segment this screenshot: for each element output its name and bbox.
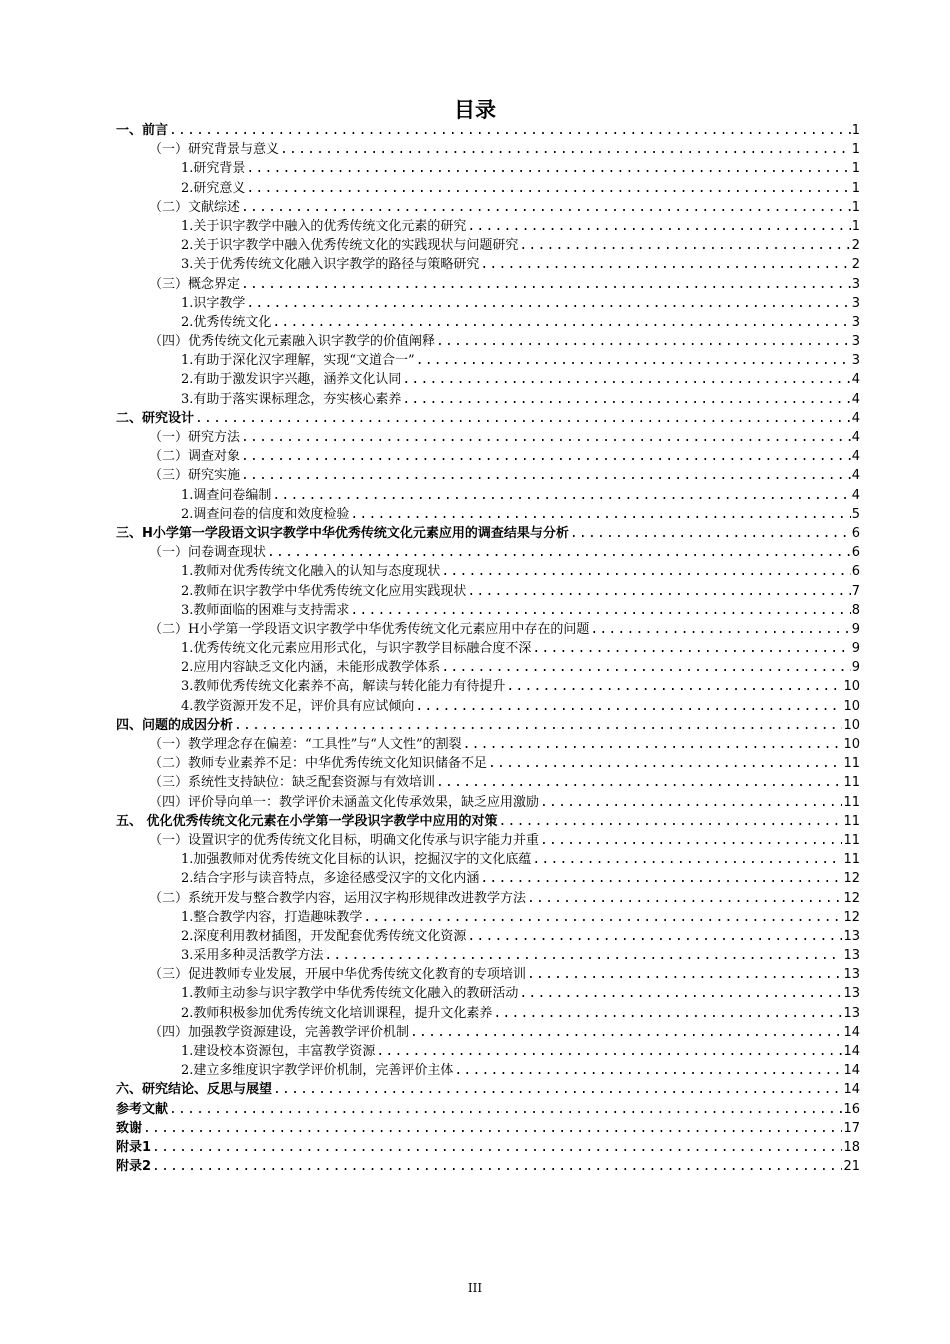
toc-entry-title: 一、前言	[116, 123, 169, 138]
toc-entry-page-number: 3	[851, 314, 860, 330]
toc-entry-page-number: 4	[851, 430, 860, 445]
dot-leader	[152, 1157, 842, 1176]
toc-entry-page-number: 1	[851, 142, 860, 158]
dot-leader	[467, 582, 850, 601]
toc-entry-title: 1.加强教师对优秀传统文化目标的认识，挖掘汉字的文化底蕴	[181, 852, 532, 868]
toc-entry[interactable]	[116, 869, 860, 888]
toc-entry-page-number: 1	[851, 180, 860, 196]
toc-entry[interactable]	[116, 370, 860, 389]
toc-entry-title: 2.关于识字教学中融入优秀传统文化的实践现状与问题研究	[181, 238, 519, 254]
toc-entry-title: 4.教学资源开发不足，评价具有应试倾向	[181, 698, 415, 714]
toc-entry-page-number: 14	[843, 1063, 860, 1079]
toc-entry-title: （一）设置识字的优秀传统文化目标，明确文化传承与识字能力并重	[149, 832, 540, 848]
toc-entry-title: （一）研究背景与意义	[149, 142, 280, 158]
toc-entry[interactable]	[116, 1061, 860, 1080]
dot-leader	[272, 313, 850, 332]
dot-leader	[441, 562, 850, 581]
dot-leader	[480, 869, 842, 888]
dot-leader	[519, 236, 850, 255]
dot-leader	[241, 428, 851, 447]
toc-entry-page-number: 6	[851, 545, 860, 561]
toc-entry-page-number: 5	[851, 506, 860, 522]
toc-entry-page-number: 9	[851, 621, 860, 637]
dot-leader	[488, 754, 842, 773]
dot-leader	[493, 1004, 842, 1023]
toc-entry-title: 参考文献	[116, 1101, 169, 1117]
toc-entry-title: 3.教师面临的困难与支持需求	[181, 602, 350, 618]
toc-entry-title: （四）优秀传统文化元素融入识字教学的价值阐释	[149, 334, 436, 350]
toc-entry[interactable]	[116, 543, 860, 562]
toc-entry-title: 1.教师主动参与识字教学中华优秀传统文化融入的教研活动	[181, 986, 519, 1002]
toc-entry[interactable]	[116, 697, 860, 716]
toc-entry-page-number: 11	[843, 794, 860, 810]
dot-leader	[363, 908, 842, 927]
toc-entry-page-number: 10	[843, 679, 860, 695]
toc-entry-page-number: 10	[843, 698, 860, 714]
toc-entry-page-number: 13	[843, 967, 860, 983]
dot-leader	[410, 1023, 842, 1042]
toc-entry[interactable]	[116, 735, 860, 754]
toc-entry-title: 三、H小学第一学段语文识字教学中华优秀传统文化元素应用的调查结果与分析	[116, 525, 569, 541]
dot-leader	[480, 255, 850, 274]
toc-entry[interactable]	[116, 716, 860, 735]
dot-leader	[415, 697, 842, 716]
dot-leader	[234, 716, 842, 735]
toc-entry[interactable]	[116, 275, 860, 294]
toc-entry-title: （三）研究实施	[149, 468, 241, 484]
dot-leader	[467, 217, 850, 236]
toc-entry[interactable]	[116, 1138, 860, 1157]
toc-entry-title: 1.教师对优秀传统文化融入的认知与态度现状	[181, 564, 441, 580]
toc-entry-page-number: 18	[843, 1139, 860, 1155]
toc-entry-title: （二）文献综述	[149, 199, 241, 215]
toc-entry-page-number: 11	[843, 813, 860, 829]
toc-entry-title: 3.有助于落实课标理念，夯实核心素养	[181, 391, 402, 407]
dot-leader	[527, 965, 842, 984]
toc-entry-page-number: 11	[843, 775, 860, 791]
toc-entry[interactable]	[116, 793, 860, 812]
toc-entry-page-number: 1	[851, 199, 860, 215]
toc-entry[interactable]	[116, 677, 860, 696]
toc-entry[interactable]	[116, 889, 860, 908]
toc-entry-page-number: 4	[851, 468, 860, 484]
toc-entry[interactable]	[116, 217, 860, 236]
dot-leader	[590, 620, 850, 639]
toc-entry[interactable]	[116, 927, 860, 946]
dot-leader	[499, 812, 843, 831]
table-of-contents	[116, 121, 860, 1176]
toc-entry-page-number: 4	[851, 449, 860, 465]
toc-entry-title: 2.结合字形与读音特点，多途径感受汉字的文化内涵	[181, 871, 480, 887]
dot-leader	[441, 658, 850, 677]
toc-entry-title: 1.建设校本资源包，丰富教学资源	[181, 1044, 376, 1059]
toc-entry-page-number: 21	[843, 1159, 860, 1175]
dot-leader	[169, 1100, 842, 1119]
toc-entry-title: 1.关于识字教学中融入的优秀传统文化元素的研究	[181, 218, 467, 234]
toc-entry-title: 3.关于优秀传统文化融入识字教学的路径与策略研究	[181, 257, 480, 273]
toc-entry[interactable]	[116, 466, 860, 485]
toc-entry[interactable]	[116, 908, 860, 927]
dot-leader	[350, 601, 850, 620]
toc-entry-page-number: 6	[851, 525, 860, 541]
toc-entry-page-number: 12	[843, 909, 860, 925]
dot-leader	[280, 140, 851, 159]
dot-leader	[143, 1119, 842, 1138]
toc-entry-title: （三）概念界定	[149, 276, 241, 292]
toc-entry-title: 2.优秀传统文化	[181, 314, 272, 330]
toc-entry-title: （三）系统性支持缺位：缺乏配套资源与有效培训	[149, 775, 436, 791]
toc-entry-title: 2.调查问卷的信度和效度检验	[181, 506, 350, 522]
toc-entry[interactable]	[116, 831, 860, 850]
dot-leader	[402, 390, 850, 409]
dot-leader	[570, 524, 851, 543]
dot-leader	[241, 466, 851, 485]
toc-entry-title: （二）H小学第一学段语文识字教学中华优秀传统文化元素应用中存在的问题	[149, 621, 590, 637]
toc-entry-title: 1.识字教学	[181, 295, 246, 311]
toc-entry[interactable]	[116, 179, 860, 198]
toc-entry[interactable]	[116, 562, 860, 581]
toc-entry-page-number: 6	[851, 564, 860, 580]
toc-entry-page-number: 4	[851, 372, 860, 388]
toc-entry-title: 1.调查问卷编制	[181, 487, 272, 503]
toc-entry-page-number: 12	[843, 890, 860, 906]
toc-entry-page-number: 2	[851, 257, 860, 273]
toc-entry-page-number: 10	[843, 737, 860, 752]
toc-entry-page-number: 14	[843, 1082, 860, 1098]
dot-leader	[246, 294, 850, 313]
toc-entry[interactable]	[116, 159, 860, 178]
toc-entry-title: 2.教师在识字教学中华优秀传统文化应用实践现状	[181, 583, 467, 599]
dot-leader	[506, 677, 842, 696]
toc-entry-page-number: 11	[843, 852, 860, 868]
toc-entry[interactable]	[116, 1023, 860, 1042]
toc-entry-title: （二）教师专业素养不足：中华优秀传统文化知识储备不足	[149, 756, 488, 772]
toc-entry[interactable]	[116, 140, 860, 159]
toc-entry-title: 2.有助于激发识字兴趣，涵养文化认同	[181, 372, 402, 388]
toc-entry[interactable]	[116, 965, 860, 984]
toc-entry[interactable]	[116, 1157, 860, 1176]
toc-entry[interactable]	[116, 639, 860, 658]
dot-leader	[272, 486, 850, 505]
toc-entry-title: （一）教学理念存在偏差：“工具性”与“人文性”的割裂	[149, 737, 462, 752]
toc-entry[interactable]	[116, 505, 860, 524]
toc-entry-page-number: 11	[843, 832, 860, 848]
toc-entry-page-number: 17	[843, 1120, 860, 1136]
toc-entry-title: （四）评价导向单一：教学评价未涵盖文化传承效果，缺乏应用激励	[149, 794, 540, 810]
toc-entry[interactable]	[116, 812, 860, 831]
toc-entry-page-number: 2	[851, 238, 860, 254]
toc-entry[interactable]	[116, 428, 860, 447]
toc-entry-title: 1.整合教学内容，打造趣味教学	[181, 909, 363, 925]
toc-entry-title: 二、研究设计	[116, 410, 195, 426]
toc-entry[interactable]	[116, 1080, 860, 1099]
toc-entry-page-number: 1	[851, 123, 860, 138]
toc-entry-title: 1.优秀传统文化元素应用形式化，与识字教学目标融合度不深	[181, 641, 532, 657]
toc-entry-page-number: 1	[851, 218, 860, 234]
page-number: III	[467, 1281, 483, 1295]
dot-leader	[527, 889, 842, 908]
toc-entry-page-number: 13	[843, 986, 860, 1002]
toc-entry-page-number: 14	[843, 1024, 860, 1040]
toc-entry-title: 2.深度利用教材插图，开发配套优秀传统文化资源	[181, 928, 467, 944]
toc-entry[interactable]	[116, 850, 860, 869]
dot-leader	[436, 332, 851, 351]
dot-leader	[241, 275, 851, 294]
toc-entry-page-number: 16	[843, 1101, 860, 1117]
toc-entry-title: 六、研究结论、反思与展望	[116, 1082, 273, 1098]
toc-entry[interactable]	[116, 524, 860, 543]
dot-leader	[532, 639, 850, 658]
dot-leader	[519, 984, 842, 1003]
toc-entry[interactable]	[116, 1042, 860, 1061]
toc-entry[interactable]	[116, 447, 860, 466]
dot-leader	[152, 1138, 842, 1157]
toc-entry-page-number: 10	[843, 717, 860, 733]
toc-title: 目录	[454, 98, 496, 122]
toc-entry-page-number: 4	[851, 410, 860, 426]
toc-entry[interactable]	[116, 255, 860, 274]
toc-entry[interactable]	[116, 984, 860, 1003]
toc-entry-title: 附录1	[116, 1139, 152, 1155]
toc-entry-title: （二）系统开发与整合教学内容，运用汉字构形规律改进教学方法	[149, 890, 527, 906]
toc-entry-page-number: 8	[851, 602, 860, 618]
toc-entry-title: （一）研究方法	[149, 430, 241, 445]
toc-entry-title: 2.研究意义	[181, 180, 246, 196]
dot-leader	[402, 370, 850, 389]
dot-leader	[246, 159, 850, 178]
toc-entry[interactable]	[116, 946, 860, 965]
toc-entry-title: 2.教师积极参加优秀传统文化培训课程，提升文化素养	[181, 1005, 493, 1021]
toc-entry-page-number: 12	[843, 871, 860, 887]
toc-entry-page-number: 3	[851, 353, 860, 369]
toc-entry[interactable]	[116, 198, 860, 217]
toc-entry-page-number: 14	[843, 1044, 860, 1059]
dot-leader	[241, 198, 851, 217]
toc-entry-title: 附录2	[116, 1159, 152, 1175]
dot-leader	[467, 927, 842, 946]
toc-entry-page-number: 11	[843, 756, 860, 772]
toc-entry[interactable]	[116, 121, 860, 140]
toc-entry[interactable]	[116, 486, 860, 505]
toc-entry[interactable]	[116, 390, 860, 409]
toc-entry[interactable]	[116, 620, 860, 639]
toc-entry-page-number: 7	[851, 583, 860, 599]
toc-entry-page-number: 4	[851, 487, 860, 503]
toc-entry-title: 1.有助于深化汉字理解，实现“文道合一”	[181, 353, 415, 369]
dot-leader	[463, 735, 843, 754]
toc-entry-title: 3.采用多种灵活教学方法	[181, 948, 324, 964]
toc-entry-page-number: 9	[851, 641, 860, 657]
toc-entry[interactable]	[116, 582, 860, 601]
toc-entry-title: （四）加强教学资源建设，完善教学评价机制	[149, 1024, 410, 1040]
toc-entry[interactable]	[116, 754, 860, 773]
dot-leader	[350, 505, 850, 524]
toc-entry[interactable]	[116, 313, 860, 332]
toc-entry-title: 致谢	[116, 1120, 143, 1136]
toc-entry[interactable]	[116, 1004, 860, 1023]
toc-entry-page-number: 13	[843, 1005, 860, 1021]
dot-leader	[436, 773, 842, 792]
toc-entry-page-number: 3	[851, 276, 860, 292]
toc-entry-title: 五、 优化优秀传统文化元素在小学第一学段识字教学中应用的对策	[116, 813, 498, 829]
dot-leader	[241, 447, 851, 466]
toc-entry[interactable]	[116, 773, 860, 792]
dot-leader	[273, 1080, 842, 1099]
dot-leader	[540, 831, 842, 850]
toc-entry-page-number: 13	[843, 928, 860, 944]
toc-entry[interactable]	[116, 294, 860, 313]
dot-leader	[532, 850, 842, 869]
toc-entry-title: （二）调查对象	[149, 449, 241, 465]
dot-leader	[195, 409, 851, 428]
toc-entry[interactable]	[116, 601, 860, 620]
toc-entry[interactable]	[116, 658, 860, 677]
toc-entry-page-number: 13	[843, 948, 860, 964]
dot-leader	[540, 793, 842, 812]
toc-entry-title: 四、问题的成因分析	[116, 717, 234, 733]
dot-leader	[246, 179, 850, 198]
toc-entry-page-number: 4	[851, 391, 860, 407]
toc-entry-page-number: 3	[851, 334, 860, 350]
dot-leader	[267, 543, 851, 562]
toc-entry-page-number: 3	[851, 295, 860, 311]
toc-entry-title: 2.建立多维度识字教学评价机制，完善评价主体	[181, 1063, 454, 1079]
toc-entry[interactable]	[116, 1119, 860, 1138]
toc-entry-title: 3.教师优秀传统文化素养不高，解读与转化能力有待提升	[181, 679, 506, 695]
toc-entry-title: （三）促进教师专业发展，开展中华优秀传统文化教育的专项培训	[149, 967, 527, 983]
toc-entry[interactable]	[116, 1100, 860, 1119]
toc-entry[interactable]	[116, 236, 860, 255]
toc-entry[interactable]	[116, 332, 860, 351]
toc-entry-title: （一）问卷调查现状	[149, 545, 267, 561]
toc-entry-page-number: 1	[851, 161, 860, 177]
toc-entry[interactable]	[116, 409, 860, 428]
dot-leader	[376, 1042, 842, 1061]
toc-entry[interactable]	[116, 351, 860, 370]
toc-entry-title: 2.应用内容缺乏文化内涵，未能形成教学体系	[181, 660, 441, 676]
toc-entry-page-number: 9	[851, 660, 860, 676]
dot-leader	[169, 121, 851, 140]
dot-leader	[416, 351, 851, 370]
dot-leader	[324, 946, 842, 965]
dot-leader	[454, 1061, 842, 1080]
toc-entry-title: 1.研究背景	[181, 161, 246, 177]
